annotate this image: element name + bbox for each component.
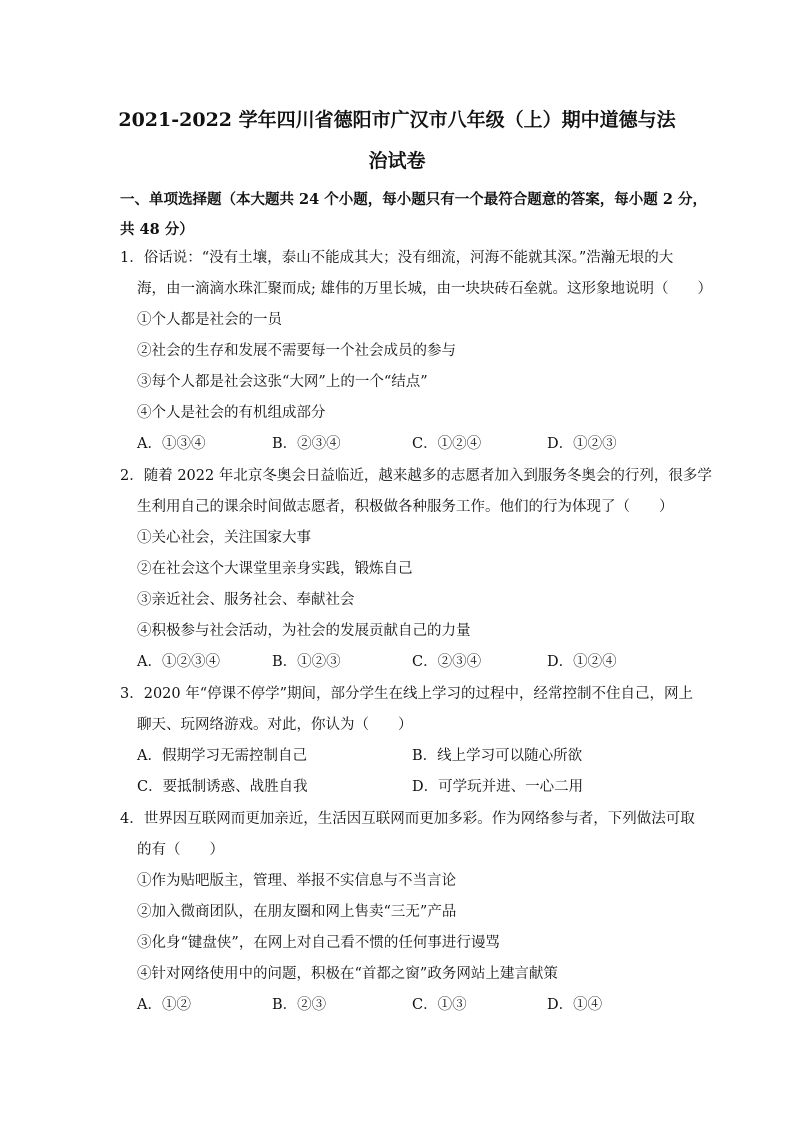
- question-2-choice-d[interactable]: D．①②④: [547, 654, 617, 670]
- question-2-stem-line-1: 2．随着 2022 年北京冬奥会日益临近，越来越多的志愿者加入到服务冬奥会的行列，很多学: [120, 468, 712, 484]
- question-2-item-2: ②在社会这个大课堂里亲身实践，锻炼自己: [137, 561, 413, 577]
- section-heading-line-2: 共 48 分）: [120, 221, 194, 238]
- question-3-choice-d[interactable]: D．可学玩并进、一心二用: [412, 779, 584, 795]
- section-heading-line-1: 一、单项选择题（本大题共 24 个小题，每小题只有一个最符合题意的答案，每小题 2 分，: [120, 191, 707, 208]
- question-3-choices-row-1: [137, 746, 657, 766]
- question-3-stem-line-2: 聊天、玩网络游戏。对此，你认为（ ）: [137, 717, 413, 733]
- question-1-choice-b[interactable]: B．②③④: [272, 436, 341, 452]
- question-1-item-2: ②社会的生存和发展不需要每一个社会成员的参与: [137, 343, 456, 359]
- question-2-item-1: ①关心社会，关注国家大事: [137, 530, 311, 546]
- question-4-choice-c[interactable]: C．①③: [412, 997, 467, 1013]
- question-4-item-4: ④针对网络使用中的问题，积极在“首都之窗”政务网站上建言献策: [137, 966, 558, 982]
- question-2-choice-a[interactable]: A．①②③④: [137, 654, 220, 670]
- question-4-stem-line-2: 的有（ ）: [137, 842, 224, 858]
- question-4-item-1: ①作为贴吧版主，管理、举报不实信息与不当言论: [137, 873, 456, 889]
- exam-title-line-1: 2021-2022 学年四川省德阳市广汉市八年级（上）期中道德与法: [118, 109, 676, 131]
- question-1-item-1: ①个人都是社会的一员: [137, 312, 282, 328]
- question-1-choices: [137, 434, 657, 454]
- question-1-stem-line-1: 1．俗话说：“没有土壤，泰山不能成其大；没有细流，河海不能就其深。”浩瀚无垠的大: [120, 250, 674, 266]
- question-1-choice-c[interactable]: C．①②④: [412, 436, 482, 452]
- question-1-choice-d[interactable]: D．①②③: [547, 436, 617, 452]
- question-4-item-2: ②加入微商团队，在朋友圈和网上售卖“三无”产品: [137, 904, 457, 920]
- question-3-choice-c[interactable]: C．要抵制诱惑、战胜自我: [137, 779, 308, 795]
- question-1-item-4: ④个人是社会的有机组成部分: [137, 405, 326, 421]
- question-3-choice-b[interactable]: B．线上学习可以随心所欲: [412, 748, 583, 764]
- question-2-item-3: ③亲近社会、服务社会、奉献社会: [137, 592, 355, 608]
- question-1-choice-a[interactable]: A．①③④: [137, 436, 206, 452]
- question-2-stem-line-2: 生利用自己的课余时间做志愿者，积极做各种服务工作。他们的行为体现了（ ）: [137, 499, 674, 515]
- exam-title-line-2: 治试卷: [368, 150, 426, 172]
- question-2-choices: [137, 652, 657, 672]
- question-3-stem-line-1: 3．2020 年“停课不停学”期间，部分学生在线上学习的过程中，经常控制不住自己，网上: [120, 686, 694, 702]
- question-4-choice-a[interactable]: A．①②: [137, 997, 191, 1013]
- question-1-item-3: ③每个人都是社会这张“大网”上的一个“结点”: [137, 374, 428, 390]
- question-4-choice-d[interactable]: D．①④: [547, 997, 603, 1013]
- question-2-choice-c[interactable]: C．②③④: [412, 654, 482, 670]
- question-1-stem-line-2: 海，由一滴滴水珠汇聚而成; 雄伟的万里长城，由一块块砖石垒就。这形象地说明（ ）: [137, 281, 712, 297]
- question-3-choices-row-2: [137, 777, 657, 797]
- question-4-item-3: ③化身“键盘侠”，在网上对自己看不惯的任何事进行谩骂: [137, 935, 500, 951]
- question-4-choices: [137, 995, 657, 1015]
- question-2-choice-b[interactable]: B．①②③: [272, 654, 341, 670]
- question-3-choice-a[interactable]: A．假期学习无需控制自己: [137, 748, 307, 764]
- question-4-stem-line-1: 4．世界因互联网而更加亲近，生活因互联网而更加多彩。作为网络参与者，下列做法可取: [120, 811, 695, 827]
- question-4-choice-b[interactable]: B．②③: [272, 997, 327, 1013]
- question-2-item-4: ④积极参与社会活动，为社会的发展贡献自己的力量: [137, 623, 471, 639]
